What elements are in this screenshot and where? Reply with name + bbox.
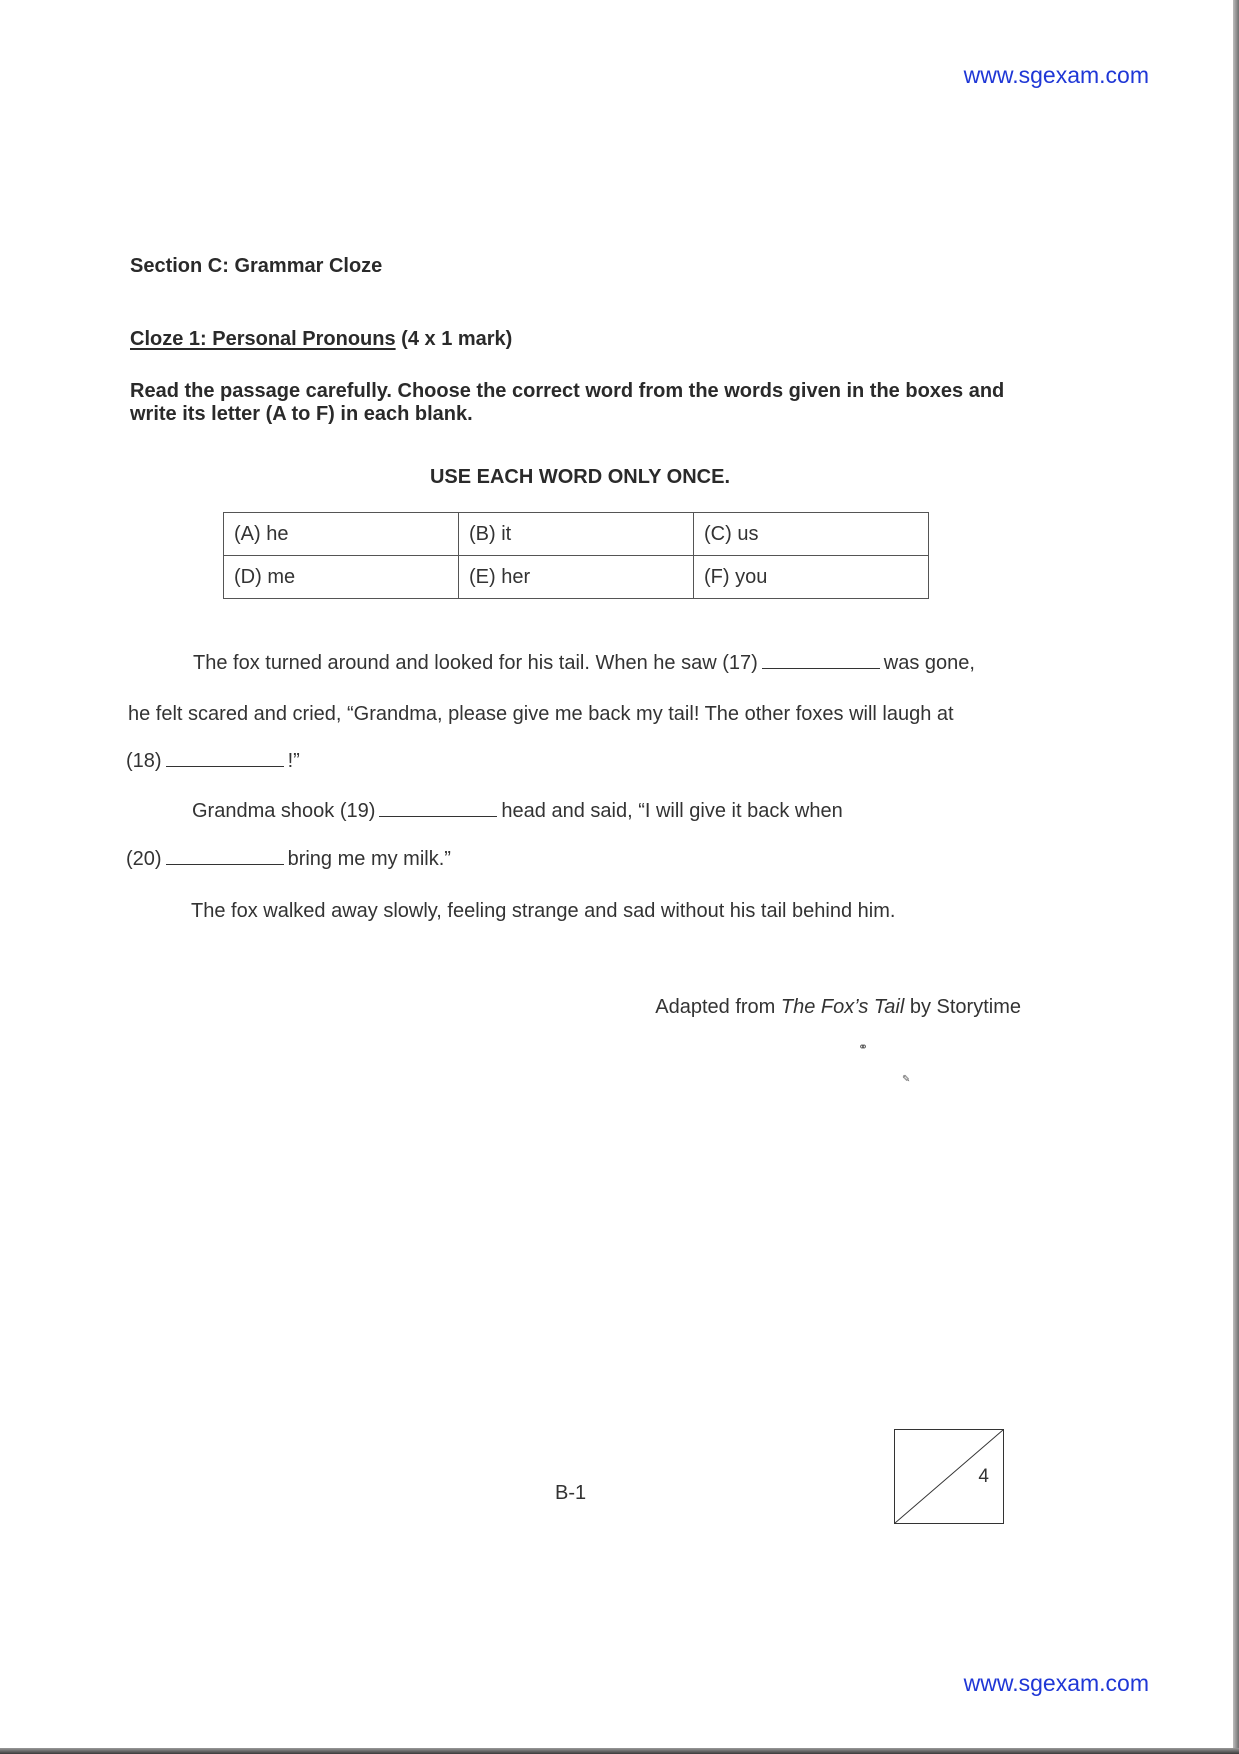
cloze-heading-title: Cloze 1: Personal Pronouns [130,328,396,350]
passage-text: The fox walked away slowly, feeling strange and sad without his tail behind him. [191,900,896,922]
passage-line [192,800,843,823]
passage-text: head and said, “I will give it back when [501,800,843,822]
use-each-note: USE EACH WORD ONLY ONCE. [429,466,731,488]
word-box-table [223,512,929,599]
blank-19[interactable] [379,800,497,817]
attribution-suffix: by Storytime [909,996,1021,1018]
header-site-link[interactable]: www.sgexam.com [963,62,1149,88]
word-box-cell: (E) her [459,556,694,599]
passage-text: Grandma shook (19) [192,800,376,822]
passage-line [128,703,954,726]
word-box-row [224,513,929,556]
passage-text: was gone, [883,652,975,674]
word-box-cell: (C) us [694,513,929,556]
cloze-instructions: Read the passage carefully. Choose the correct word from the words given in the boxes and write its letter (A to F) in each blank. [130,380,1005,425]
word-box-row [224,556,929,599]
footer-site-link[interactable]: www.sgexam.com [963,1670,1149,1696]
word-box-cell: (A) he [224,513,459,556]
page-number: B-1 [555,1482,587,1504]
passage-text: bring me my milk.” [287,848,451,870]
marks-total: 4 [978,1466,989,1487]
passage-text: (20) [126,848,162,870]
page-edge-right [1233,0,1239,1754]
passage-text: he felt scared and cried, “Grandma, please give me back my tail! The other foxes will laugh at [128,703,954,725]
passage-line [193,652,975,675]
blank-17[interactable] [762,652,880,669]
blank-20[interactable] [166,848,284,865]
passage-line [126,848,451,871]
paper-speck: ⚭ [858,1040,869,1054]
attribution-title: The Fox’s Tail [780,996,905,1018]
page-edge-bottom [0,1748,1239,1754]
passage-text: !” [287,750,300,772]
paper-speck: ✎ [902,1074,911,1085]
section-title: Section C: Grammar Cloze [130,255,383,277]
word-box-cell: (B) it [459,513,694,556]
passage-line [126,750,300,773]
passage-text: The fox turned around and looked for his tail. When he saw (17) [193,652,758,674]
blank-18[interactable] [166,750,284,767]
cloze-heading [130,328,512,351]
passage-text: (18) [126,750,162,772]
attribution-prefix: Adapted from [655,996,776,1018]
word-box-cell: (D) me [224,556,459,599]
attribution [655,996,1021,1019]
cloze-heading-marks: (4 x 1 mark) [401,328,513,350]
marks-box [894,1429,1004,1524]
passage-line [191,900,895,923]
word-box-cell: (F) you [694,556,929,599]
